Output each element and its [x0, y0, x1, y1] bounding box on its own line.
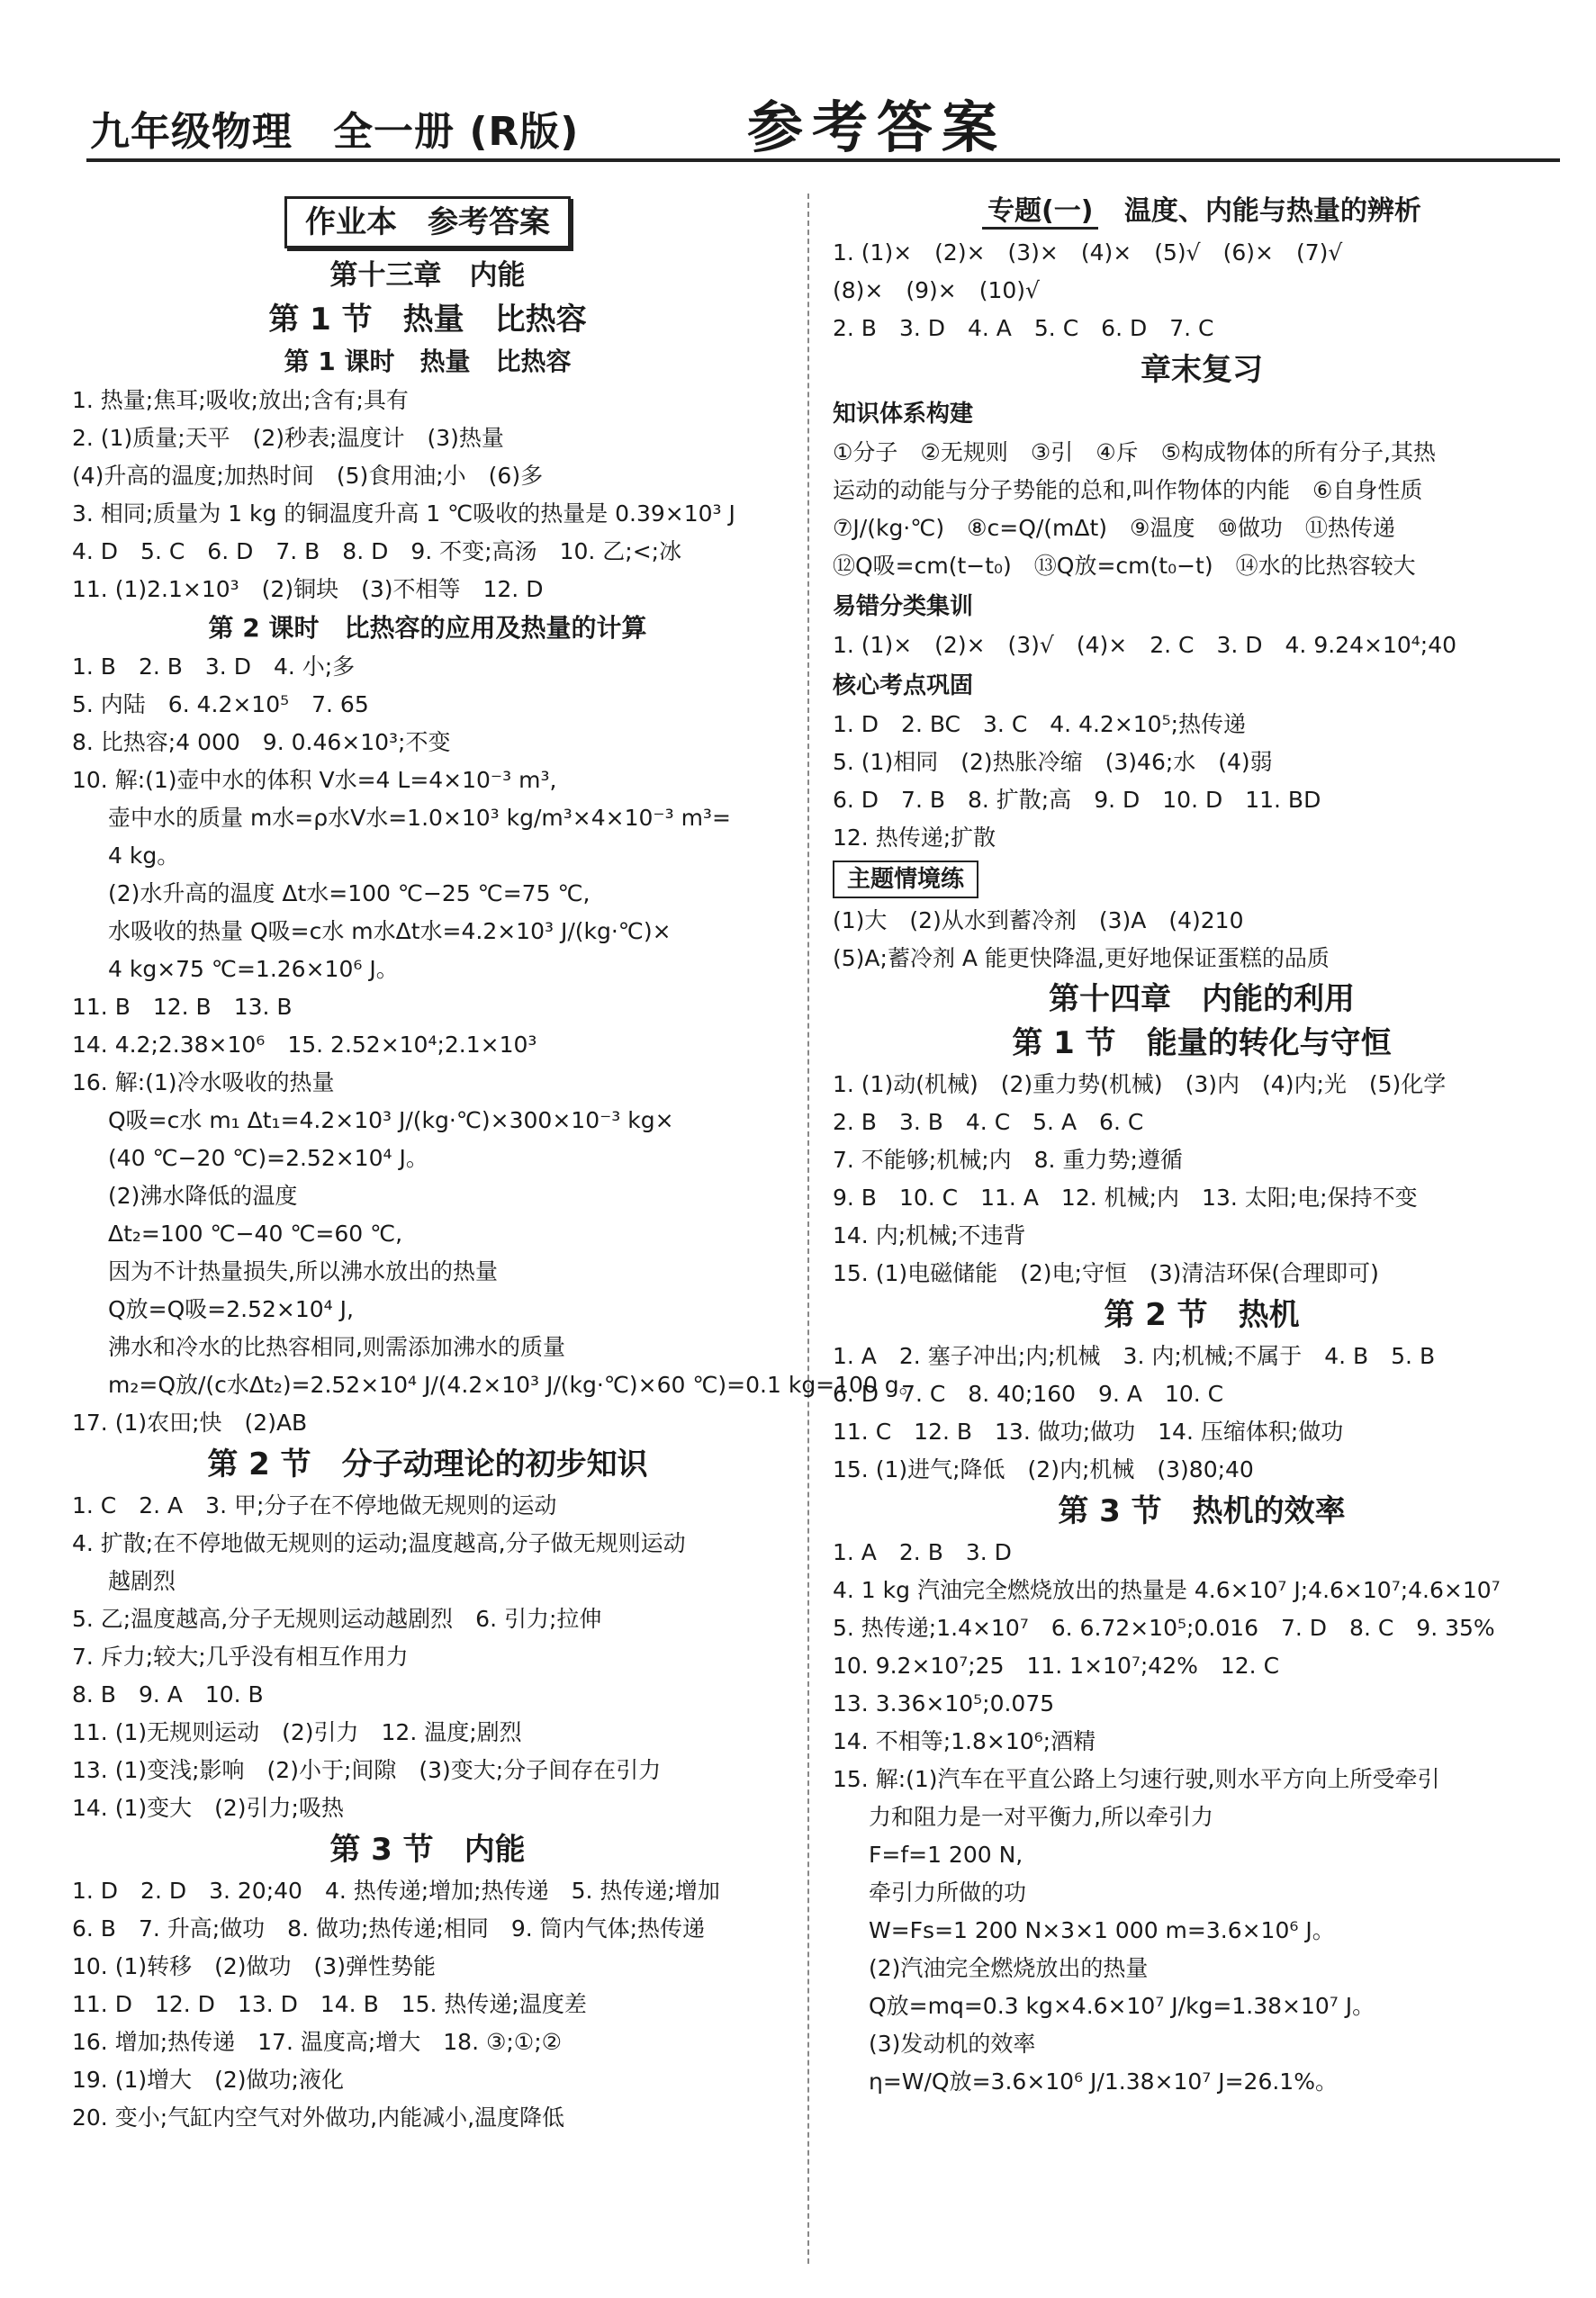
- answer-line: η=W/Q放=3.6×10⁶ J/1.38×10⁷ J=26.1%。: [869, 2068, 1338, 2095]
- answer-line: (8)× (9)× (10)√: [833, 277, 1040, 303]
- question-16-solution: [72, 1102, 922, 1404]
- answer-line: 1. (1)× (2)× (3)√ (4)× 2. C 3. D 4. 9.24×10⁴;40: [833, 632, 1457, 658]
- error-training-answers: [833, 626, 1571, 664]
- answer-line: 14. 不相等;1.8×10⁶;酒精: [833, 1728, 1096, 1754]
- answer-line: 5. 内陆 6. 4.2×10⁵ 7. 65: [72, 691, 369, 717]
- answer-line: 19. (1)增大 (2)做功;液化: [72, 2067, 344, 2093]
- answer-line: 16. 增加;热传递 17. 温度高;增大 18. ③;①;②: [72, 2029, 563, 2055]
- answer-line: 运动的动能与分子势能的总和,叫作物体的内能 ⑥自身性质: [833, 477, 1423, 503]
- answer-line: 11. (1)2.1×10³ (2)铜块 (3)不相等 12. D: [72, 576, 544, 602]
- topic-1-tag: 专题(一): [982, 195, 1098, 230]
- answer-line: 11. D 12. D 13. D 14. B 15. 热传递;温度差: [72, 1991, 587, 2017]
- lesson-2-title: 第 2 课时 比热容的应用及热量的计算: [208, 613, 647, 643]
- answer-line: 13. (1)变浅;影响 (2)小于;间隙 (3)变大;分子间存在引力: [72, 1757, 662, 1783]
- answer-line: 4 kg×75 ℃=1.26×10⁶ J。: [108, 956, 399, 982]
- answer-line: 1. B 2. B 3. D 4. 小;多: [72, 653, 356, 680]
- answer-line: 9. B 10. C 11. A 12. 机械;内 13. 太阳;电;保持不变: [833, 1185, 1418, 1211]
- answer-line: 6. D 7. C 8. 40;160 9. A 10. C: [833, 1381, 1224, 1407]
- answer-line: 10. 解:(1)壶中水的体积 V水=4 L=4×10⁻³ m³,: [72, 767, 557, 793]
- answer-line: 11. C 12. B 13. 做功;做功 14. 压缩体积;做功: [833, 1419, 1344, 1445]
- answer-line: 力和阻力是一对平衡力,所以牵引力: [869, 1804, 1213, 1830]
- section-2-answers-b: [72, 1600, 783, 1827]
- answer-line: (40 ℃−20 ℃)=2.52×10⁴ J。: [108, 1145, 428, 1171]
- lesson-1-title: 第 1 课时 热量 比热容: [284, 347, 572, 376]
- chapter-review-title: 章末复习: [1141, 352, 1263, 388]
- answer-line: W=Fs=1 200 N×3×1 000 m=3.6×10⁶ J。: [869, 1917, 1335, 1943]
- answer-line: 1. (1)× (2)× (3)× (4)× (5)√ (6)× (7)√: [833, 239, 1343, 266]
- answer-line: ⑦J/(kg·℃) ⑧c=Q/(mΔt) ⑨温度 ⑩做功 ⑪热传递: [833, 515, 1395, 541]
- answer-line: 16. 解:(1)冷水吸收的热量: [72, 1069, 335, 1095]
- book-title: 九年级物理 全一册 (R版): [90, 109, 580, 155]
- answer-line: 17. (1)农田;快 (2)AB: [72, 1410, 308, 1436]
- workbook-title: 作业本 参考答案: [284, 196, 571, 248]
- section-2-continuation: [72, 1563, 783, 1600]
- answer-line: 4 kg。: [108, 843, 180, 869]
- answer-line: 2. B 3. B 4. C 5. A 6. C: [833, 1109, 1144, 1135]
- answer-line: Δt₂=100 ℃−40 ℃=60 ℃,: [108, 1221, 403, 1247]
- answer-line: (2)汽油完全燃烧放出的热量: [869, 1955, 1149, 1981]
- answer-line: 1. A 2. 塞子冲出;内;机械 3. 内;机械;不属于 4. B 5. B: [833, 1343, 1436, 1369]
- workbook-title-box: [72, 196, 783, 248]
- answer-line: 10. 9.2×10⁷;25 11. 1×10⁷;42% 12. C: [833, 1653, 1280, 1679]
- answer-line: 因为不计热量损失,所以沸水放出的热量: [108, 1258, 498, 1284]
- answer-line: 壶中水的质量 m水=ρ水V水=1.0×10³ kg/m³×4×10⁻³ m³=: [108, 805, 731, 831]
- answer-line: (2)水升高的温度 Δt水=100 ℃−25 ℃=75 ℃,: [108, 880, 591, 906]
- answer-line: 13. 3.36×10⁵;0.075: [833, 1690, 1055, 1717]
- error-training-title: 易错分类集训: [833, 593, 974, 620]
- answer-line: 6. B 7. 升高;做功 8. 做功;热传递;相同 9. 筒内气体;热传递: [72, 1915, 706, 1942]
- page-header: [0, 0, 1596, 180]
- topic-1-answers: [833, 234, 1571, 347]
- answer-line: 4. 1 kg 汽油完全燃烧放出的热量是 4.6×10⁷ J;4.6×10⁷;4.6×10⁷: [833, 1577, 1501, 1603]
- answer-line: 1. A 2. B 3. D: [833, 1539, 1012, 1565]
- answer-line: 15. 解:(1)汽车在平直公路上匀速行驶,则水平方向上所受牵引: [833, 1766, 1440, 1792]
- ch14-section-3-title: 第 3 节 热机的效率: [1058, 1493, 1346, 1529]
- answer-line: 1. D 2. BC 3. C 4. 4.2×10⁵;热传递: [833, 711, 1247, 737]
- answer-line: 10. (1)转移 (2)做功 (3)弹性势能: [72, 1953, 436, 1979]
- topic-1-title: 温度、内能与热量的辨析: [1123, 195, 1421, 227]
- answer-line: 4. D 5. C 6. D 7. B 8. D 9. 不变;高汤 10. 乙;<;冰: [72, 538, 682, 564]
- answer-line: Q放=mq=0.3 kg×4.6×10⁷ J/kg=1.38×10⁷ J。: [869, 1993, 1375, 2019]
- answer-line: 15. (1)进气;降低 (2)内;机械 (3)80;40: [833, 1456, 1254, 1482]
- answer-line: 1. (1)动(机械) (2)重力势(机械) (3)内 (4)内;光 (5)化学: [833, 1071, 1447, 1097]
- answer-line: 8. 比热容;4 000 9. 0.46×10³;不变: [72, 729, 451, 755]
- core-points-answers: [833, 706, 1571, 857]
- answer-line: 11. (1)无规则运动 (2)引力 12. 温度;剧烈: [72, 1719, 522, 1745]
- answer-line: 2. B 3. D 4. A 5. C 6. D 7. C: [833, 315, 1214, 341]
- ch14-question-15-solution: [833, 1798, 1571, 2101]
- answer-line: ⑫Q吸=cm(t−t₀) ⑬Q放=cm(t₀−t) ⑭水的比热容较大: [833, 553, 1416, 579]
- answer-line: 15. (1)电磁储能 (2)电;守恒 (3)清洁环保(合理即可): [833, 1260, 1379, 1286]
- knowledge-system-answers: [833, 434, 1571, 585]
- answer-line: 水吸收的热量 Q吸=c水 m水Δt水=4.2×10³ J/(kg·℃)×: [108, 918, 672, 944]
- answer-line: 1. 热量;焦耳;吸收;放出;含有;具有: [72, 387, 409, 413]
- theme-practice-answers: [833, 902, 1571, 978]
- section-3-answers: [72, 1872, 783, 2137]
- lesson-2-answers-b: [72, 988, 783, 1102]
- answer-line: F=f=1 200 N,: [869, 1842, 1023, 1868]
- answer-line: 5. (1)相同 (2)热胀冷缩 (3)46;水 (4)弱: [833, 749, 1273, 775]
- topic-1-heading: [833, 189, 1571, 234]
- ch14-section-3-answers: [833, 1534, 1571, 1798]
- answer-line: 8. B 9. A 10. B: [72, 1681, 264, 1708]
- answer-line: 14. 4.2;2.38×10⁶ 15. 2.52×10⁴;2.1×10³: [72, 1032, 537, 1058]
- section-3-title: 第 3 节 内能: [329, 1832, 526, 1868]
- column-divider: [807, 194, 809, 2264]
- section-1-title: 第 1 节 热量 比热容: [268, 302, 587, 338]
- answer-line: ①分子 ②无规则 ③引 ④斥 ⑤构成物体的所有分子,其热: [833, 439, 1437, 465]
- lesson-2-answers-a: [72, 648, 783, 799]
- chapter-13-title: 第十三章 内能: [329, 259, 526, 292]
- answer-line: Q吸=c水 m₁ Δt₁=4.2×10³ J/(kg·℃)×300×10⁻³ kg×: [108, 1107, 674, 1133]
- answer-line: 1. C 2. A 3. 甲;分子在不停地做无规则的运动: [72, 1492, 557, 1518]
- right-column: [833, 189, 1571, 2101]
- answer-line: 沸水和冷水的比热容相同,则需添加沸水的质量: [108, 1334, 565, 1360]
- answer-line: 7. 不能够;机械;内 8. 重力势;遵循: [833, 1147, 1183, 1173]
- answer-line: 5. 热传递;1.4×10⁷ 6. 6.72×10⁵;0.016 7. D 8. C 9. 35%: [833, 1615, 1495, 1641]
- answer-line: 14. 内;机械;不违背: [833, 1222, 1026, 1248]
- theme-practice-title: 主题情境练: [833, 861, 978, 898]
- section-2-title: 第 2 节 分子动理论的初步知识: [207, 1446, 648, 1482]
- answer-line: 2. (1)质量;天平 (2)秒表;温度计 (3)热量: [72, 425, 504, 451]
- ch14-section-2-title: 第 2 节 热机: [1104, 1297, 1300, 1333]
- answer-line: 20. 变小;气缸内空气对外做功,内能减小,温度降低: [72, 2104, 565, 2131]
- ch14-section-1-title: 第 1 节 能量的转化与守恒: [1012, 1025, 1392, 1061]
- core-points-title: 核心考点巩固: [833, 672, 974, 699]
- question-10-solution: [72, 799, 783, 988]
- answer-line: 3. 相同;质量为 1 kg 的铜温度升高 1 ℃吸收的热量是 0.39×10³ J: [72, 500, 735, 527]
- answer-line: (1)大 (2)从水到蓄冷剂 (3)A (4)210: [833, 907, 1244, 933]
- header-rule: [86, 158, 1560, 162]
- answer-line: 越剧烈: [108, 1568, 176, 1594]
- answer-line: m₂=Q放/(c水Δt₂)=2.52×10⁴ J/(4.2×10³ J/(kg·℃)×60 ℃)=0.1 kg=100 g。: [108, 1372, 922, 1398]
- answer-line: (3)发动机的效率: [869, 2031, 1036, 2057]
- answer-line: 6. D 7. B 8. 扩散;高 9. D 10. D 11. BD: [833, 787, 1321, 813]
- answer-line: 1. D 2. D 3. 20;40 4. 热传递;增加;热传递 5. 热传递;增加: [72, 1878, 720, 1904]
- answer-line: (4)升高的温度;加热时间 (5)食用油;小 (6)多: [72, 463, 544, 489]
- ch14-section-2-answers: [833, 1338, 1571, 1489]
- answer-line: Q放=Q吸=2.52×10⁴ J,: [108, 1296, 354, 1322]
- answer-line: (5)A;蓄冷剂 A 能更快降温,更好地保证蛋糕的品质: [833, 945, 1330, 971]
- answer-line: 牵引力所做的功: [869, 1879, 1027, 1906]
- answer-line: 4. 扩散;在不停地做无规则的运动;温度越高,分子做无规则运动: [72, 1530, 686, 1556]
- answer-line: 5. 乙;温度越高,分子无规则运动越剧烈 6. 引力;拉伸: [72, 1606, 602, 1632]
- answer-line: 7. 斥力;较大;几乎没有相互作用力: [72, 1644, 409, 1670]
- answer-line: 12. 热传递;扩散: [833, 825, 996, 851]
- lesson-2-answers-c: [72, 1404, 783, 1442]
- page-title: 参考答案: [747, 95, 1007, 160]
- ch14-section-1-answers: [833, 1066, 1571, 1293]
- answer-line: 11. B 12. B 13. B: [72, 994, 293, 1020]
- knowledge-system-title: 知识体系构建: [833, 401, 974, 428]
- chapter-14-title: 第十四章 内能的利用: [1049, 981, 1355, 1017]
- section-2-answers-a: [72, 1487, 783, 1563]
- answer-line: 14. (1)变大 (2)引力;吸热: [72, 1795, 344, 1821]
- lesson-1-answers: [72, 382, 783, 608]
- answer-line: (2)沸水降低的温度: [108, 1183, 298, 1209]
